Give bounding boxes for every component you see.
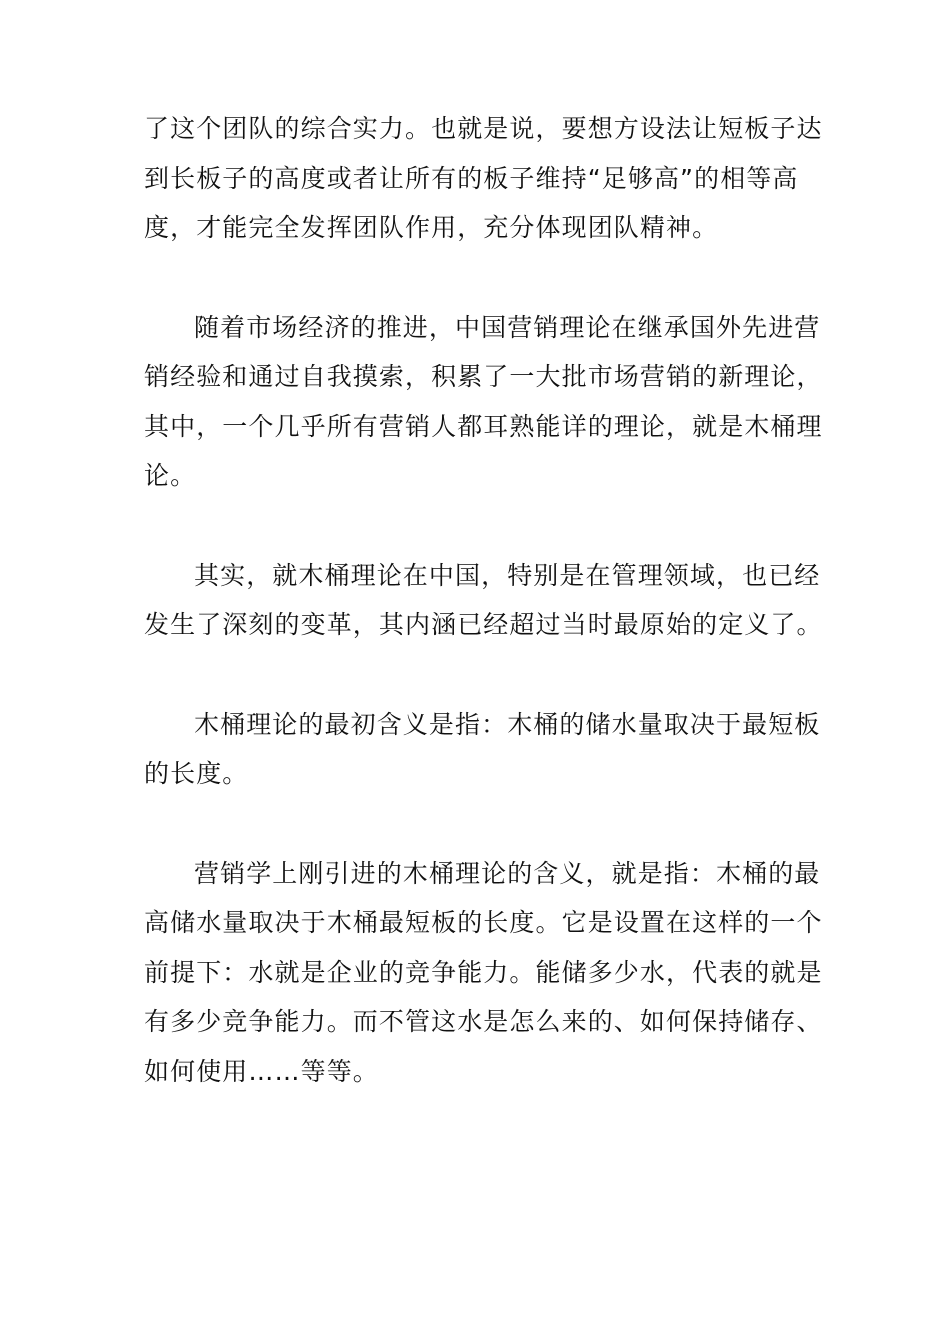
text-line: 了这个团队的综合实力。也就是说，要想方设法让短板子达 [144, 114, 823, 143]
paragraph-spacer [144, 650, 812, 700]
paragraph-spacer [144, 799, 812, 849]
document-body [144, 104, 823, 1096]
text-line: 木桶理论的最初含义是指：木桶的储水量取决于最短板 [194, 709, 821, 739]
text-line: 度，才能完全发挥团队作用，充分体现团队精神。 [144, 213, 719, 242]
paragraph-spacer [144, 253, 812, 303]
text-line: 发生了深刻的变革，其内涵已经超过当时最原始的定义了。 [144, 610, 823, 639]
text-line: 营销学上刚引进的木桶理论的含义，就是指：木桶的最 [194, 858, 821, 888]
text-line: 其中，一个几乎所有营销人都耳熟能详的理论，就是木桶理 [144, 411, 823, 441]
paragraph-5 [144, 849, 823, 1097]
text-line: 有多少竞争能力。而不管这水是怎么来的、如何保持储存、 [144, 1007, 823, 1036]
text-line: 前提下：水就是企业的竞争能力。能储多少水，代表的就是 [144, 957, 823, 987]
paragraph-3 [144, 551, 823, 650]
text-line: 随着市场经济的推进，中国营销理论在继承国外先进营 [194, 312, 821, 342]
text-line: 高储水量取决于木桶最短板的长度。它是设置在这样的一个 [144, 908, 823, 937]
paragraph-2 [144, 303, 823, 501]
text-line: 如何使用……等等。 [144, 1056, 379, 1086]
paragraph-1 [144, 104, 823, 253]
paragraph-4 [144, 700, 821, 799]
text-line: 其实，就木桶理论在中国，特别是在管理领域，也已经 [194, 560, 821, 590]
text-line: 到长板子的高度或者让所有的板子维持“足够高”的相等高 [144, 163, 799, 193]
paragraph-spacer [144, 501, 812, 551]
text-line: 论。 [144, 461, 197, 490]
text-line: 销经验和通过自我摸索，积累了一大批市场营销的新理论， [144, 362, 823, 391]
text-line: 的长度。 [144, 759, 249, 788]
